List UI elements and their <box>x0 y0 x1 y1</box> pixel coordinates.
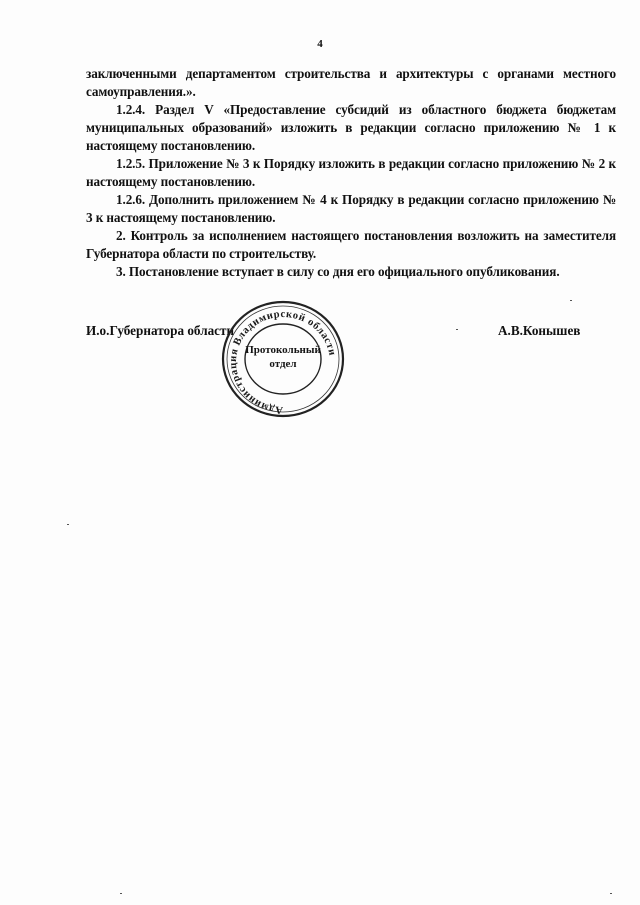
signatory-name: А.В.Конышев <box>498 323 581 338</box>
paragraph-1-2-5: 1.2.5. Приложение № 3 к Порядку изложить в редакции согласно приложению № 2 к настоящему постановлению. <box>86 156 616 189</box>
stamp-center-line-2: отдел <box>269 358 297 370</box>
paragraph-1-2-6: 1.2.6. Дополнить приложением № 4 к Порядку в редакции согласно приложению № 3 к настоящему постановлению. <box>86 192 616 225</box>
scan-speck <box>570 300 572 301</box>
body-text <box>86 65 616 281</box>
stamp-center-line-1: Протокольный <box>245 344 321 356</box>
scan-speck <box>67 524 69 525</box>
page-number: 4 <box>317 38 323 50</box>
scan-speck <box>610 893 612 894</box>
scan-speck <box>456 329 458 330</box>
stamp-ring-text: Администрация Владимирской области <box>227 308 338 416</box>
stamp-center <box>240 343 326 371</box>
paragraph-1-2-4: 1.2.4. Раздел V «Предоставление субсидий из областного бюджета бюджетам муниципальных образований» изложить в редакции согласно приложению № 1 к настоящему постановлению. <box>86 102 616 153</box>
paragraph-continuation: заключенными департаментом строительства и архитектуры с органами местного самоуправления.». <box>86 66 616 99</box>
official-stamp <box>218 297 348 421</box>
signatory-position: И.о.Губернатора области <box>86 323 235 338</box>
scan-speck <box>120 893 122 894</box>
paragraph-2: 2. Контроль за исполнением настоящего постановления возложить на заместителя Губернатора области по строительству. <box>86 228 616 261</box>
paragraph-3: 3. Постановление вступает в силу со дня его официального опубликования. <box>116 264 560 279</box>
